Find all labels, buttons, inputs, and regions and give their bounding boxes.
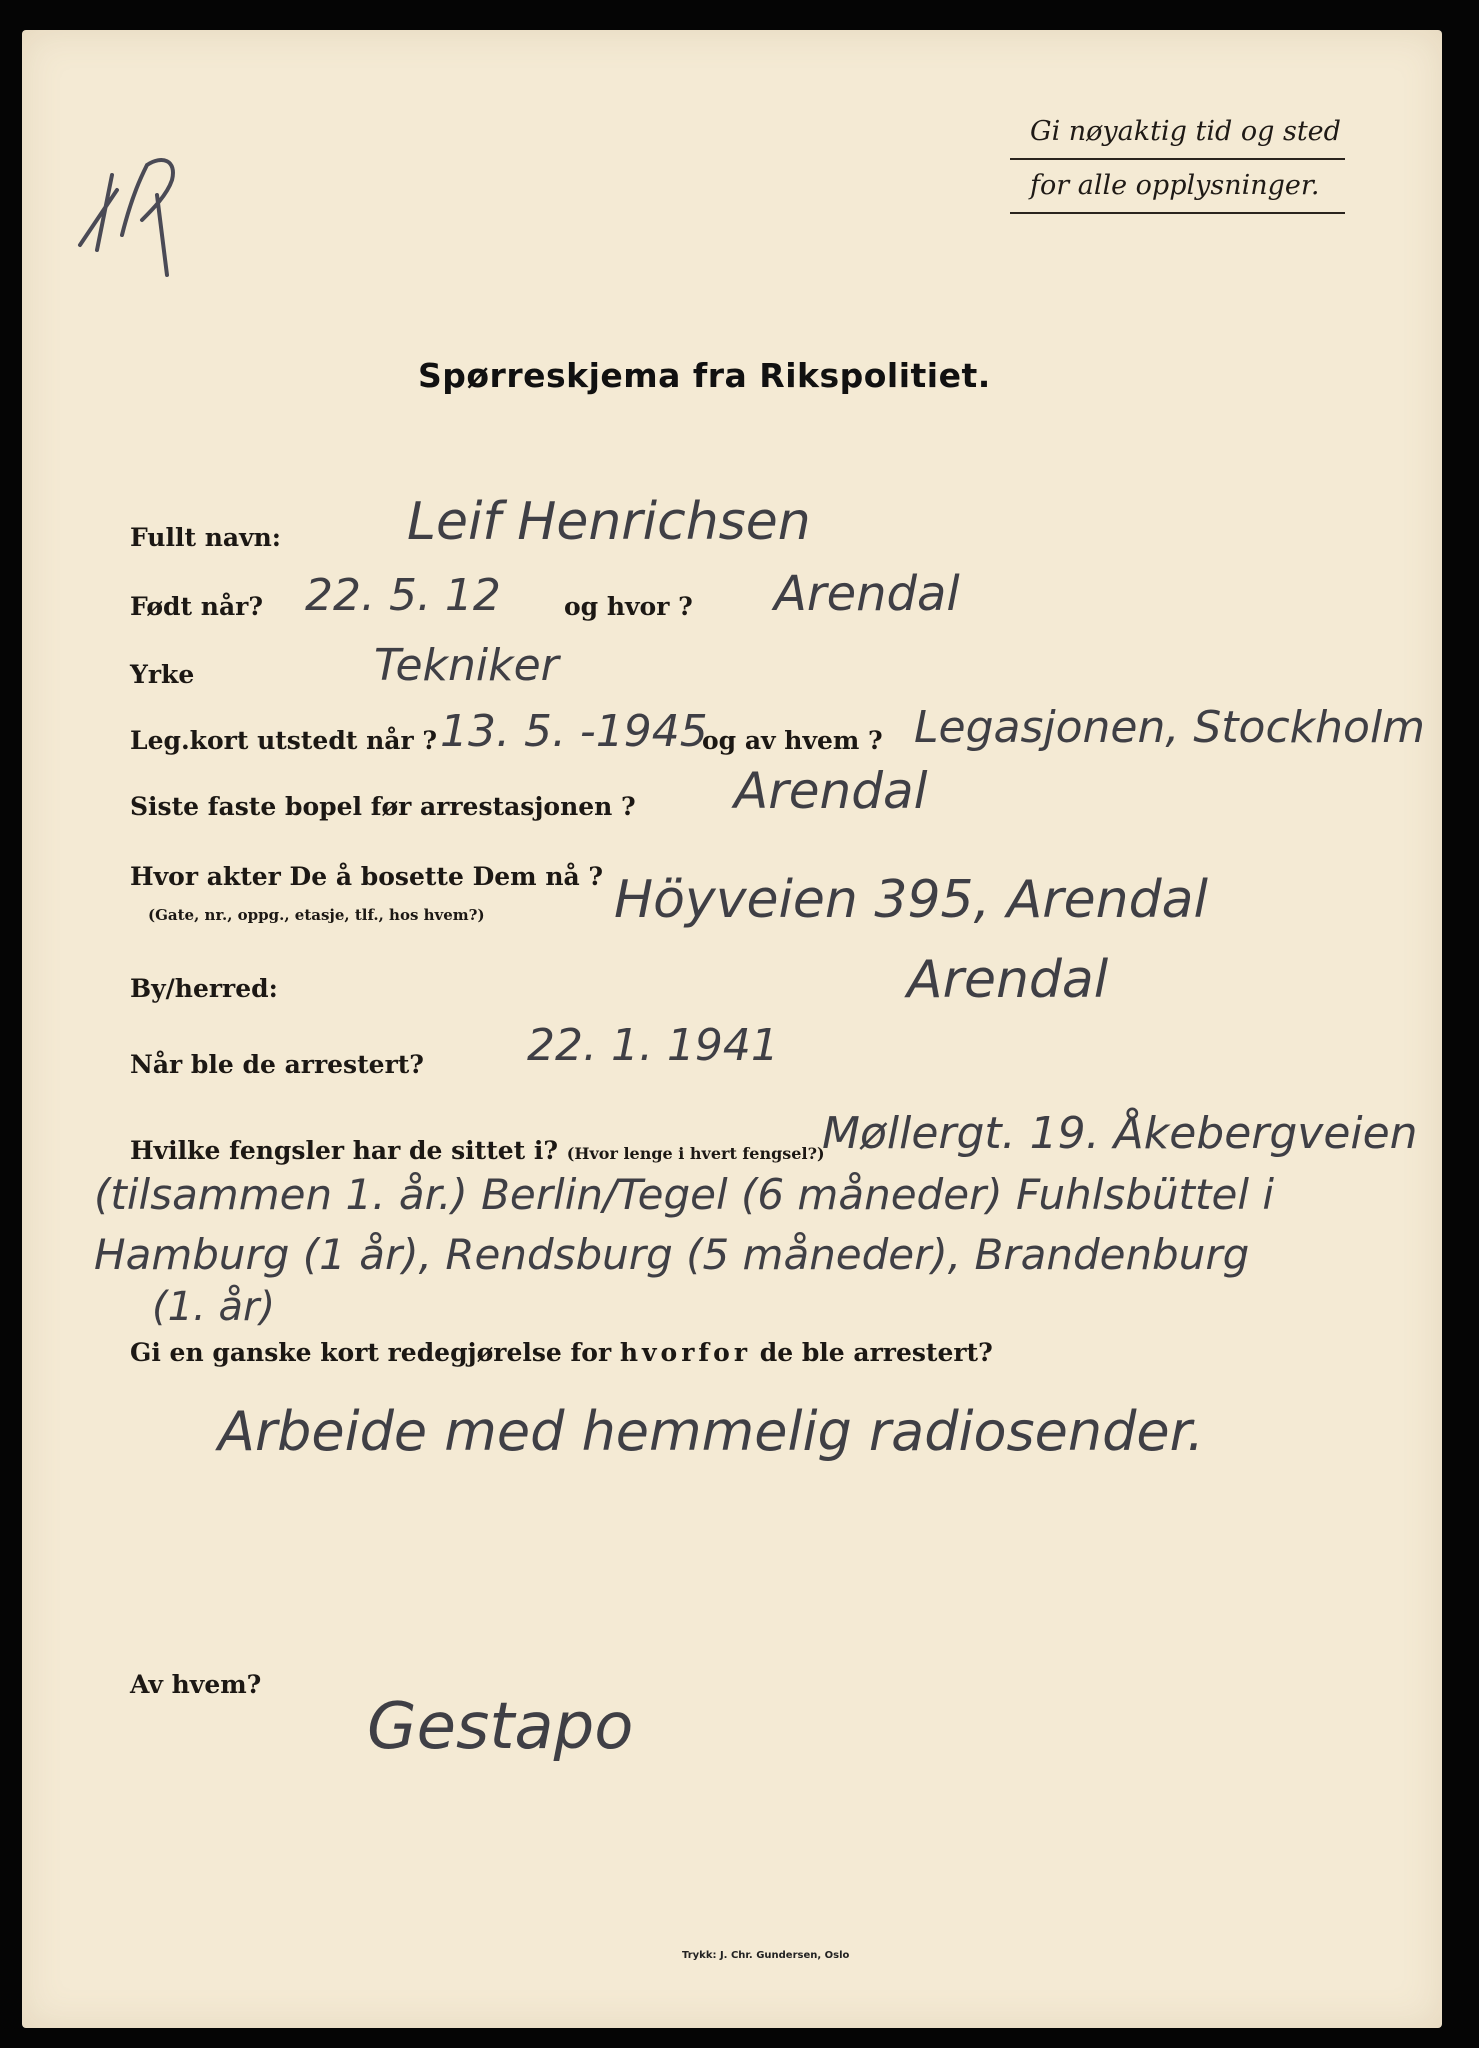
printer-imprint: Trykk: J. Chr. Gundersen, Oslo bbox=[682, 1950, 850, 1961]
last-residence-label: Siste faste bopel før arrestasjonen ? bbox=[130, 792, 636, 821]
id-card-issuer-value: Legasjonen, Stockholm bbox=[914, 702, 1426, 753]
full-name-label: Fullt navn: bbox=[130, 523, 282, 552]
future-residence-value: Höyveien 395, Arendal bbox=[614, 870, 1208, 930]
occupation-label: Yrke bbox=[130, 660, 195, 689]
prisons-value-line-3: Hamburg (1 år), Rendsburg (5 måneder), Brandenburg bbox=[94, 1230, 1250, 1279]
reason-label-emphasis: hvorfor bbox=[619, 1338, 752, 1367]
prisons-value-line-1: Møllergt. 19. Åkebergveien bbox=[822, 1108, 1418, 1159]
reason-label bbox=[130, 1338, 993, 1367]
arrest-date-value: 22. 1. 1941 bbox=[527, 1020, 779, 1071]
questionnaire-page bbox=[22, 30, 1442, 2028]
municipality-label: By/herred: bbox=[130, 974, 278, 1003]
prisons-value-line-4: (1. år) bbox=[152, 1284, 276, 1330]
reason-label-part-1: Gi en ganske kort redegjørelse for bbox=[130, 1338, 612, 1367]
handwritten-initials-mark bbox=[72, 135, 182, 285]
future-residence-label: Hvor akter De å bosette Dem nå ? bbox=[130, 862, 604, 891]
born-when-label: Født når? bbox=[130, 592, 263, 621]
prisons-hint: (Hvor lenge i hvert fengsel?) bbox=[566, 1144, 825, 1163]
occupation-value: Tekniker bbox=[374, 640, 559, 691]
arrested-by-value: Gestapo bbox=[367, 1690, 634, 1764]
prisons-label-text: Hvilke fengsler har de sittet i? bbox=[130, 1136, 559, 1165]
prisons-value-line-2: (tilsammen 1. år.) Berlin/Tegel (6 måneder) Fuhlsbüttel i bbox=[94, 1170, 1275, 1219]
born-where-label: og hvor ? bbox=[564, 592, 693, 621]
municipality-value: Arendal bbox=[907, 950, 1109, 1010]
reason-label-part-2: de ble arrestert? bbox=[759, 1338, 993, 1367]
instruction-line-1: Gi nøyaktig tid og sted bbox=[1010, 106, 1345, 160]
last-residence-value: Arendal bbox=[734, 762, 928, 820]
id-card-issuer-label: og av hvem ? bbox=[702, 726, 883, 755]
full-name-value: Leif Henrichsen bbox=[407, 492, 811, 552]
instruction-notice bbox=[1010, 106, 1345, 214]
reason-value: Arbeide med hemmelig radiosender. bbox=[218, 1400, 1205, 1463]
born-when-value: 22. 5. 12 bbox=[305, 570, 501, 621]
form-title: Spørreskjema fra Rikspolitiet. bbox=[418, 356, 991, 395]
id-card-issued-label: Leg.kort utstedt når ? bbox=[130, 726, 437, 755]
arrest-date-label: Når ble de arrestert? bbox=[130, 1050, 424, 1079]
future-residence-hint: (Gate, nr., oppg., etasje, tlf., hos hvem?) bbox=[148, 906, 485, 924]
arrested-by-label: Av hvem? bbox=[130, 1670, 262, 1699]
born-where-value: Arendal bbox=[774, 566, 960, 622]
prisons-label bbox=[130, 1136, 825, 1165]
instruction-line-2: for alle opplysninger. bbox=[1010, 160, 1345, 214]
id-card-issued-value: 13. 5. -1945 bbox=[440, 706, 708, 757]
